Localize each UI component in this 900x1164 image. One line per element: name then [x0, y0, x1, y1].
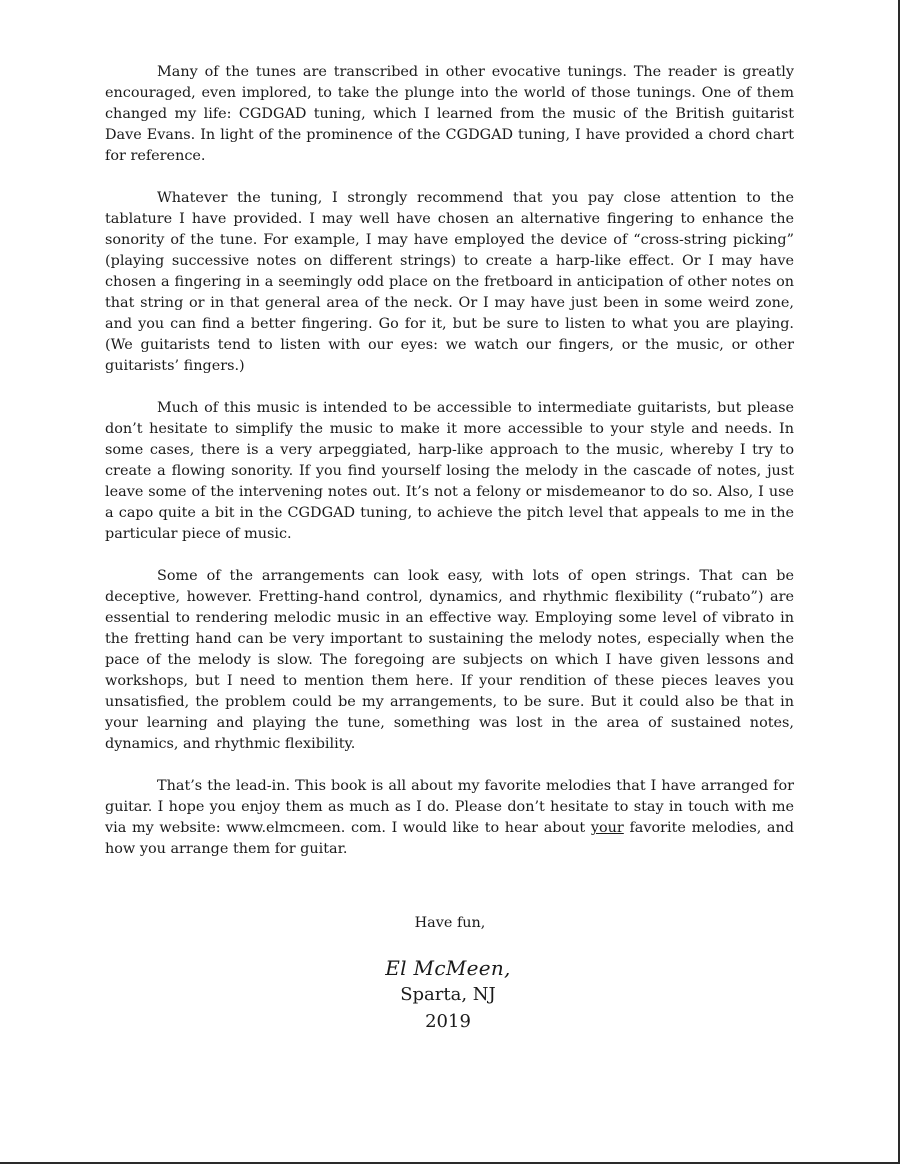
body-text [105, 62, 794, 860]
paragraph-accessibility: Much of this music is intended to be accessible to intermediate guitarists, but please don’t hesitate to simplify the music to make it more accessible to your style and needs. In some cases, there is a very arpeggiated, harp-like approach to the music, whereby I try to create a flowing sonority. If you find yourself losing the melody in the cascade of notes, just leave some of the intervening notes out. It’s not a felony or misdemeanor to do so. Also, I use a capo quite a bit in the CGDGAD tuning, to achieve the pitch level that appeals to me in the particular piece of music. [105, 400, 794, 542]
signature-block [340, 955, 556, 1035]
year: 2019 [425, 1011, 471, 1032]
paragraph-arrangements: Some of the arrangements can look easy, with lots of open strings. That can be deceptive, however. Fretting-hand control, dynamics, and rhythmic flexibility (“rubato”) are essential to rendering melodic music in an effective way. Employing some level of vibrato in the fretting hand can be very important to sustaining the melody notes, especially when the pace of the melody is slow. The foregoing are subjects on which I have given lessons and workshops, but I need to mention them here. If your rendition of these pieces leaves you unsatisfied, the problem could be my arrangements, to be sure. But it could also be that in your learning and playing the tune, something was lost in the area of sustained notes, dynamics, and rhythmic flexibility. [105, 568, 794, 752]
author-signature: El McMeen, [385, 956, 511, 980]
closing-line: Have fun, [414, 915, 486, 931]
paragraph-tablature: Whatever the tuning, I strongly recommend that you pay close attention to the tablature I have provided. I may well have chosen an alternative fingering to enhance the sonority of the tune. For example, I may have employed the device of “cross-string picking” (playing successive notes on different strings) to create a harp-like effect. Or I may have chosen a fingering in a seemingly odd place on the fretboard in anticipation of other notes on that string or in that general area of the neck. Or I may have just been in some weird zone, and you can find a better fingering. Go for it, but be sure to listen to what you are playing. (We guitarists tend to listen with our eyes: we watch our fingers, or the music, or other guitarists’ fingers.) [105, 190, 794, 374]
underlined-word: your [590, 820, 624, 836]
paragraph-lead-in [105, 776, 794, 860]
lead-in-text: That’s the lead-in. This book is all about my favorite melodies that I have arranged for guitar. I hope you enjoy them as much as I do. Please don’t hesitate to stay in touch with me via my website: www.elmcmeen. com. I would like to hear about [105, 778, 794, 836]
lead-in-text-end: favorite melodies, and how you arrange them for guitar. [105, 820, 794, 857]
author-location: Sparta, NJ [400, 984, 496, 1005]
paragraph-tunings: Many of the tunes are transcribed in other evocative tunings. The reader is greatly encouraged, even implored, to take the plunge into the world of those tunings. One of them changed my life: CGDGAD tuning, which I learned from the music of the British guitarist Dave Evans. In light of the prominence of the CGDGAD tuning, I have provided a chord chart for reference. [105, 64, 794, 164]
